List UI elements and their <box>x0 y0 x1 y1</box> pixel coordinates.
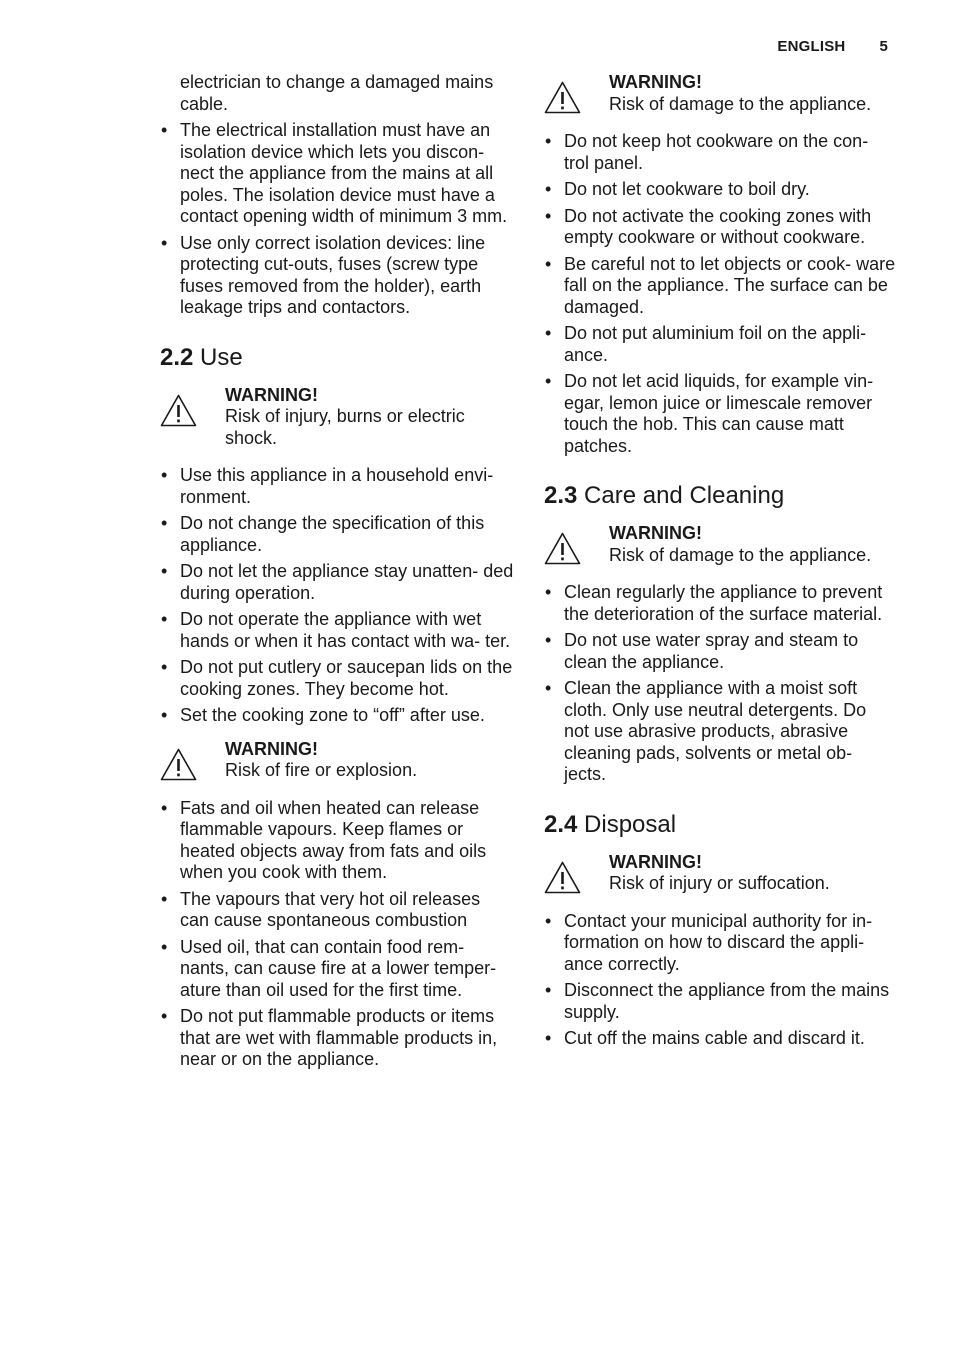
warning-text: Risk of injury, burns or electric shock. <box>225 406 465 448</box>
intro-bullet-list <box>160 120 514 319</box>
warning-title: WARNING! <box>609 851 702 872</box>
list-item: • Do not put flammable products or items that are wet with flammable products in, near or on the appliance. <box>160 1006 514 1071</box>
warning-triangle-icon <box>544 532 581 565</box>
list-item: • Use only correct isolation devices: line protecting cut-outs, fuses (screw type fuses removed from the holder), earth leakage trips and contactors. <box>160 233 514 319</box>
list-item: • Do not put aluminium foil on the appli- ance. <box>544 323 896 366</box>
list-item: • Use this appliance in a household envi- ronment. <box>160 465 514 508</box>
warning-text: Risk of fire or explosion. <box>225 760 418 780</box>
list-item: • Clean the appliance with a moist soft cloth. Only use neutral detergents. Do not use abrasive products, abrasive cleaning pads, solvents or metal ob- jects. <box>544 678 896 786</box>
warning-title: WARNING! <box>225 738 318 759</box>
section-number: 2.3 <box>544 482 578 509</box>
list-item: • Fats and oil when heated can release flammable vapours. Keep flames or heated objects away from fats and oils when you cook with them. <box>160 798 514 884</box>
section-heading-use <box>160 343 514 373</box>
list-item: • Contact your municipal authority for in- formation on how to discard the appli- ance correctly. <box>544 911 896 976</box>
list-item: • Disconnect the appliance from the mains supply. <box>544 980 896 1023</box>
section-title: Disposal <box>584 810 677 838</box>
list-item: • Do not put cutlery or saucepan lids on the cooking zones. They become hot. <box>160 657 514 700</box>
warning-title: WARNING! <box>609 72 702 92</box>
warning-text: Risk of damage to the appliance. <box>609 544 872 565</box>
list-item: • Clean regularly the appliance to prevent the deterioration of the surface material. <box>544 582 896 625</box>
continuation-text: electrician to change a damaged mains cable. <box>180 72 494 114</box>
warning-text: Risk of damage to the appliance. <box>609 93 872 114</box>
list-item: • Do not change the specification of this appliance. <box>160 513 514 556</box>
page-number: 5 <box>879 38 888 55</box>
use-bullet-list <box>160 465 514 727</box>
warning-triangle-icon <box>544 81 581 114</box>
list-item: • Cut off the mains cable and discard it. <box>544 1028 896 1050</box>
warning-text: Risk of injury or suffocation. <box>609 873 830 893</box>
warning-block <box>160 739 514 782</box>
page-header <box>777 38 888 55</box>
warning-block <box>544 72 896 115</box>
section-heading-disposal <box>544 810 896 840</box>
list-item: • Do not use water spray and steam to clean the appliance. <box>544 630 896 673</box>
warning-triangle-icon <box>160 394 197 427</box>
list-item: • The vapours that very hot oil releases can cause spontaneous combustion <box>160 889 514 932</box>
list-item: • Used oil, that can contain food rem- nants, can cause fire at a lower temper- ature than oil used for the first time. <box>160 937 514 1002</box>
list-item: • Be careful not to let objects or cook- ware fall on the appliance. The surface can be damaged. <box>544 254 896 319</box>
list-item: • Do not keep hot cookware on the con- trol panel. <box>544 131 896 174</box>
warning-block <box>544 523 896 566</box>
fire-bullet-list <box>160 798 514 1071</box>
section-number: 2.2 <box>160 343 194 371</box>
right-column <box>544 72 896 1055</box>
warning-triangle-icon <box>544 861 581 894</box>
warning-title: WARNING! <box>609 523 702 543</box>
section-title: Care and Cleaning <box>584 482 785 509</box>
left-column <box>160 72 514 1076</box>
list-item: • Do not operate the appliance with wet hands or when it has contact with wa- ter. <box>160 609 514 652</box>
list-item: • Do not let the appliance stay unatten- ded during operation. <box>160 561 514 604</box>
language-label: ENGLISH <box>777 38 846 55</box>
warning-block <box>160 385 514 450</box>
care-bullet-list <box>544 582 896 786</box>
list-item: • Do not let acid liquids, for example vin- egar, lemon juice or limescale remover touch the hob. This can cause matt patches. <box>544 371 896 457</box>
list-item: • Set the cooking zone to “off” after use. <box>160 705 514 727</box>
list-item: • Do not let cookware to boil dry. <box>544 179 896 201</box>
disposal-bullet-list <box>544 911 896 1050</box>
list-item: • The electrical installation must have an isolation device which lets you discon- nect the appliance from the mains at all poles. The isolation device must have a contact opening width of minimum 3 mm. <box>160 120 514 228</box>
section-heading-care <box>544 481 896 511</box>
warning-title: WARNING! <box>225 384 318 405</box>
list-item: • Do not activate the cooking zones with empty cookware or without cookware. <box>544 206 896 249</box>
section-title: Use <box>200 343 243 371</box>
section-number: 2.4 <box>544 810 578 838</box>
cookware-bullet-list <box>544 131 896 457</box>
warning-block <box>544 852 896 895</box>
warning-triangle-icon <box>160 748 197 781</box>
